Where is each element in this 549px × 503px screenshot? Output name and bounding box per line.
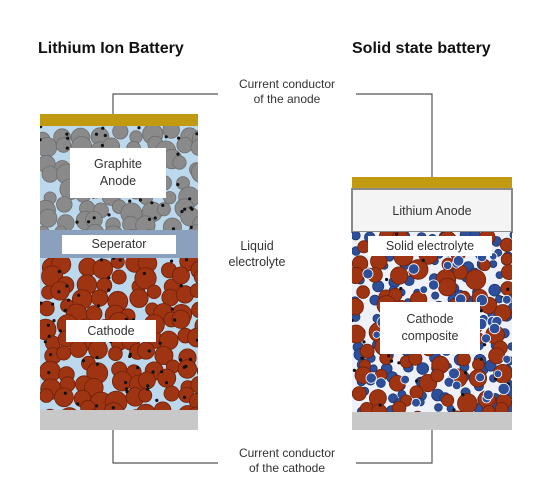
label-cathode-composite xyxy=(380,302,480,354)
lithium-ion-dot xyxy=(399,287,402,290)
lithium-ion-dot xyxy=(362,340,365,343)
graphite-particle xyxy=(56,138,71,153)
lithium-ion-dot xyxy=(184,365,187,368)
cathode-particle xyxy=(164,386,179,401)
lithium-ion-dot xyxy=(146,384,149,387)
lithium-ion-dot xyxy=(190,226,193,229)
lithium-ion-dot xyxy=(137,126,140,129)
solid-electrolyte-particle xyxy=(508,343,515,350)
lithium-ion-dot xyxy=(150,201,153,204)
lithium-ion-dot xyxy=(189,206,192,209)
lithium-ion-dot xyxy=(180,210,183,213)
cathode-particle xyxy=(409,352,422,365)
lithium-ion-dot xyxy=(87,220,90,223)
lithium-ion-dot xyxy=(397,361,400,364)
lithium-ion-dot xyxy=(464,371,467,374)
cathode-particle xyxy=(178,360,197,379)
lithium-ion-dot xyxy=(66,147,69,150)
lithium-ion-dot xyxy=(154,216,157,219)
lithium-ion-dot xyxy=(107,276,110,279)
lithium-ion-dot xyxy=(390,360,393,363)
lithium-ion-dot xyxy=(161,204,164,207)
cathode-conductor-line-right xyxy=(356,430,432,463)
solid-electrolyte-particle xyxy=(510,231,518,239)
cathode-particle xyxy=(352,387,366,401)
solid-electrolyte-particle xyxy=(363,269,373,279)
lithium-ion-dot xyxy=(415,379,418,382)
lithium-ion-dot xyxy=(136,366,139,369)
annotation-liquid-electrolyte xyxy=(218,238,296,270)
anode-conductor-line-right xyxy=(356,94,432,177)
lithium-ion-dot xyxy=(480,309,483,312)
lithium-ion-dot xyxy=(183,396,186,399)
solid-electrolyte-particle xyxy=(503,355,511,363)
solid-electrolyte-particle xyxy=(502,295,511,304)
lithium-ion-dot xyxy=(95,133,98,136)
lithium-ion-dot xyxy=(360,357,363,360)
cathode-particle xyxy=(391,267,408,284)
lithium-ion-dot xyxy=(159,342,162,345)
lithium-ion-dot xyxy=(44,340,47,343)
lithium-ion-dot xyxy=(172,227,175,230)
lithium-ion-dot xyxy=(95,404,98,407)
anode-conductor-line-left xyxy=(113,94,218,114)
cathode-particle xyxy=(410,386,423,399)
cathode-particle xyxy=(172,267,189,284)
cathode-particle xyxy=(40,389,54,403)
lithium-ion-dot xyxy=(195,132,198,135)
solid-electrolyte-particle xyxy=(366,373,376,383)
lithium-ion-dot xyxy=(124,381,127,384)
lithium-ion-dot xyxy=(39,138,42,141)
graphite-particle xyxy=(173,156,186,169)
lithium-ion-dot xyxy=(107,213,110,216)
cathode-particle xyxy=(139,389,152,402)
lithium-ion-dot xyxy=(165,381,168,384)
cathode-particle xyxy=(91,290,107,306)
lithium-ion-dot xyxy=(173,318,176,321)
cathode-particle xyxy=(431,369,444,382)
cathode-particle xyxy=(194,269,210,285)
cathode-particle xyxy=(347,267,363,283)
lithium-ion-dot xyxy=(64,309,67,312)
lithium-ion-dot xyxy=(506,288,509,291)
lithium-ion-dot xyxy=(196,339,199,342)
solid-electrolyte-particle xyxy=(476,373,485,382)
cathode-particle xyxy=(89,340,108,359)
cathode-particle xyxy=(191,261,210,280)
solid-electrolyte-particle xyxy=(494,370,502,378)
lithium-ion-dot xyxy=(146,388,149,391)
cathode-particle xyxy=(55,388,74,407)
lithium-ion-dot xyxy=(125,387,128,390)
graphite-particle xyxy=(191,140,207,156)
title-lithium-ion-battery: Lithium Ion Battery xyxy=(38,40,184,57)
lithium-ion-dot xyxy=(96,356,99,359)
lithium-ion-dot xyxy=(155,399,158,402)
cathode-particle xyxy=(192,302,208,318)
lithium-ion-dot xyxy=(112,406,115,409)
solid-electrolyte-particle xyxy=(483,390,493,400)
cathode-particle xyxy=(489,348,505,364)
lithium-ion-dot xyxy=(353,369,356,372)
solid-electrolyte-particle xyxy=(449,368,460,379)
graphite-particle xyxy=(177,137,193,153)
lithium-ion-dot xyxy=(422,259,425,262)
cathode-particle xyxy=(466,270,486,290)
solid-electrolyte-particle xyxy=(489,323,500,334)
cathode-particle xyxy=(109,347,123,361)
lithium-ion-dot xyxy=(188,197,191,200)
lithium-ion-dot xyxy=(100,258,103,261)
annotation-liquid-electrolyte-line2: electrolyte xyxy=(228,255,286,269)
lithium-ion-dot xyxy=(452,408,455,411)
cathode-particle xyxy=(130,289,148,307)
graphite-particle xyxy=(191,162,211,182)
solid-electrolyte-particle xyxy=(408,264,419,275)
lithium-ion-dot xyxy=(101,127,104,130)
label-graphite-anode-line2: Anode xyxy=(99,174,137,188)
graphite-particle xyxy=(57,197,73,213)
lithium-ion-dot xyxy=(189,358,192,361)
lithium-ion-dot xyxy=(461,393,464,396)
cathode-particle xyxy=(70,340,87,357)
solid-electrolyte-particle xyxy=(420,286,428,294)
label-lithium-anode: Lithium Anode xyxy=(392,203,472,218)
cathode-particle xyxy=(57,346,71,360)
cathode-particle xyxy=(112,270,126,284)
annotation-anode-conductor-line2: of the anode xyxy=(253,92,321,106)
label-cathode: Cathode xyxy=(66,320,156,342)
lithium-ion-dot xyxy=(77,294,80,297)
solid-electrolyte-particle xyxy=(481,334,490,343)
lithium-ion-dot xyxy=(387,354,390,357)
lithium-ion-dot xyxy=(128,200,131,203)
cathode-particle xyxy=(190,284,204,298)
annotation-cathode-conductor xyxy=(216,446,358,476)
annotation-anode-conductor xyxy=(216,77,358,107)
graphite-particle xyxy=(39,209,57,227)
lithium-ion-dot xyxy=(82,359,85,362)
lithium-ion-dot xyxy=(59,329,62,332)
solid-electrolyte-particle xyxy=(432,292,439,299)
right-anode-current-collector xyxy=(352,177,512,189)
lithium-ion-dot xyxy=(119,258,122,261)
solid-electrolyte-particle xyxy=(435,404,443,412)
lithium-ion-dot xyxy=(143,272,146,275)
solid-electrolyte-particle xyxy=(490,260,497,267)
label-separator: Seperator xyxy=(62,235,176,254)
lithium-ion-dot xyxy=(93,216,96,219)
lithium-ion-dot xyxy=(57,290,60,293)
graphite-particle xyxy=(199,188,215,204)
lithium-ion-dot xyxy=(160,370,163,373)
label-cathode-composite-line2: composite xyxy=(401,329,459,343)
cathode-particle xyxy=(188,328,207,347)
cathode-particle xyxy=(347,298,364,315)
cathode-particle xyxy=(112,371,132,391)
lithium-ion-dot xyxy=(170,260,173,263)
lithium-ion-dot xyxy=(66,137,69,140)
lithium-ion-dot xyxy=(47,324,50,327)
lithium-ion-dot xyxy=(480,358,483,361)
cathode-particle xyxy=(347,325,365,343)
annotation-cathode-conductor-line1: Current conductor xyxy=(238,446,336,460)
lithium-ion-dot xyxy=(58,270,61,273)
lithium-ion-dot xyxy=(148,349,151,352)
lithium-ion-dot xyxy=(65,284,68,287)
solid-electrolyte-particle xyxy=(370,365,377,372)
lithium-ion-dot xyxy=(177,137,180,140)
solid-electrolyte-particle xyxy=(429,280,439,290)
cathode-particle xyxy=(501,253,513,265)
cathode-particle xyxy=(442,394,454,406)
lithium-ion-dot xyxy=(165,135,168,138)
lithium-ion-dot xyxy=(139,198,142,201)
solid-electrolyte-particle xyxy=(453,255,464,266)
lithium-ion-dot xyxy=(47,371,50,374)
lithium-ion-dot xyxy=(129,353,132,356)
lithium-ion-dot xyxy=(148,218,151,221)
lithium-ion-dot xyxy=(97,304,100,307)
cathode-particle xyxy=(199,349,213,363)
label-graphite-anode-line1: Graphite xyxy=(94,157,142,171)
lithium-ion-dot xyxy=(96,363,99,366)
lithium-ion-dot xyxy=(76,402,79,405)
cathode-conductor-line-left xyxy=(113,430,218,463)
lithium-ion-dot xyxy=(176,183,179,186)
lithium-ion-dot xyxy=(67,299,70,302)
label-solid-electrolyte: Solid electrolyte xyxy=(368,236,492,256)
cathode-particle xyxy=(439,278,457,296)
lithium-ion-dot xyxy=(75,221,78,224)
label-cathode-composite-line1: Cathode xyxy=(406,312,454,326)
cathode-particle xyxy=(197,364,210,377)
lithium-ion-dot xyxy=(180,284,183,287)
lithium-ion-dot xyxy=(39,302,42,305)
lithium-ion-dot xyxy=(64,392,67,395)
lithium-ion-dot xyxy=(176,153,179,156)
lithium-ion-dot xyxy=(65,133,68,136)
lithium-ion-dot xyxy=(385,278,388,281)
label-graphite-anode xyxy=(70,148,166,198)
cathode-particle xyxy=(457,352,470,365)
lithium-ion-dot xyxy=(101,144,104,147)
lithium-ion-dot xyxy=(183,208,186,211)
lithium-ion-dot xyxy=(51,303,54,306)
lithium-ion-dot xyxy=(483,343,486,346)
graphite-particle xyxy=(113,124,128,139)
cathode-particle xyxy=(500,238,513,251)
solid-electrolyte-particle xyxy=(412,398,421,407)
cathode-particle xyxy=(473,359,485,371)
cathode-particle xyxy=(93,259,113,279)
solid-electrolyte-particle xyxy=(452,381,461,390)
cathode-particle xyxy=(360,344,374,358)
solid-electrolyte-particle xyxy=(376,378,387,389)
left-cathode-current-collector xyxy=(40,410,198,430)
lithium-ion-dot xyxy=(107,289,110,292)
graphite-particle xyxy=(42,166,58,182)
solid-electrolyte-particle xyxy=(489,284,501,296)
cathode-particle xyxy=(357,286,370,299)
lithium-ion-dot xyxy=(125,390,128,393)
lithium-ion-dot xyxy=(48,335,51,338)
annotation-liquid-electrolyte-line1: Liquid xyxy=(240,239,274,253)
solid-electrolyte-particle xyxy=(351,231,360,240)
lithium-ion-dot xyxy=(104,134,107,137)
lithium-ion-dot xyxy=(185,258,188,261)
left-anode-current-collector xyxy=(40,114,198,126)
lithium-ion-dot xyxy=(52,319,55,322)
annotation-anode-conductor-line1: Current conductor xyxy=(238,77,336,91)
lithium-ion-dot xyxy=(379,404,382,407)
cathode-particle xyxy=(138,342,155,359)
right-cathode-current-collector xyxy=(352,412,512,430)
cathode-particle xyxy=(501,265,516,280)
cathode-particle xyxy=(147,285,161,299)
solid-electrolyte-particle xyxy=(498,383,509,394)
title-solid-state-battery: Solid state battery xyxy=(352,40,491,57)
lithium-ion-dot xyxy=(350,319,353,322)
annotation-cathode-conductor-line2: of the cathode xyxy=(248,461,326,475)
lithium-ion-dot xyxy=(171,308,174,311)
cathode-particle xyxy=(458,394,478,414)
solid-electrolyte-particle xyxy=(443,261,451,269)
lithium-ion-dot xyxy=(152,370,155,373)
graphite-particle xyxy=(200,201,214,215)
lithium-ion-dot xyxy=(49,353,52,356)
solid-electrolyte-particle xyxy=(401,375,410,384)
lithium-ion-dot xyxy=(179,358,182,361)
